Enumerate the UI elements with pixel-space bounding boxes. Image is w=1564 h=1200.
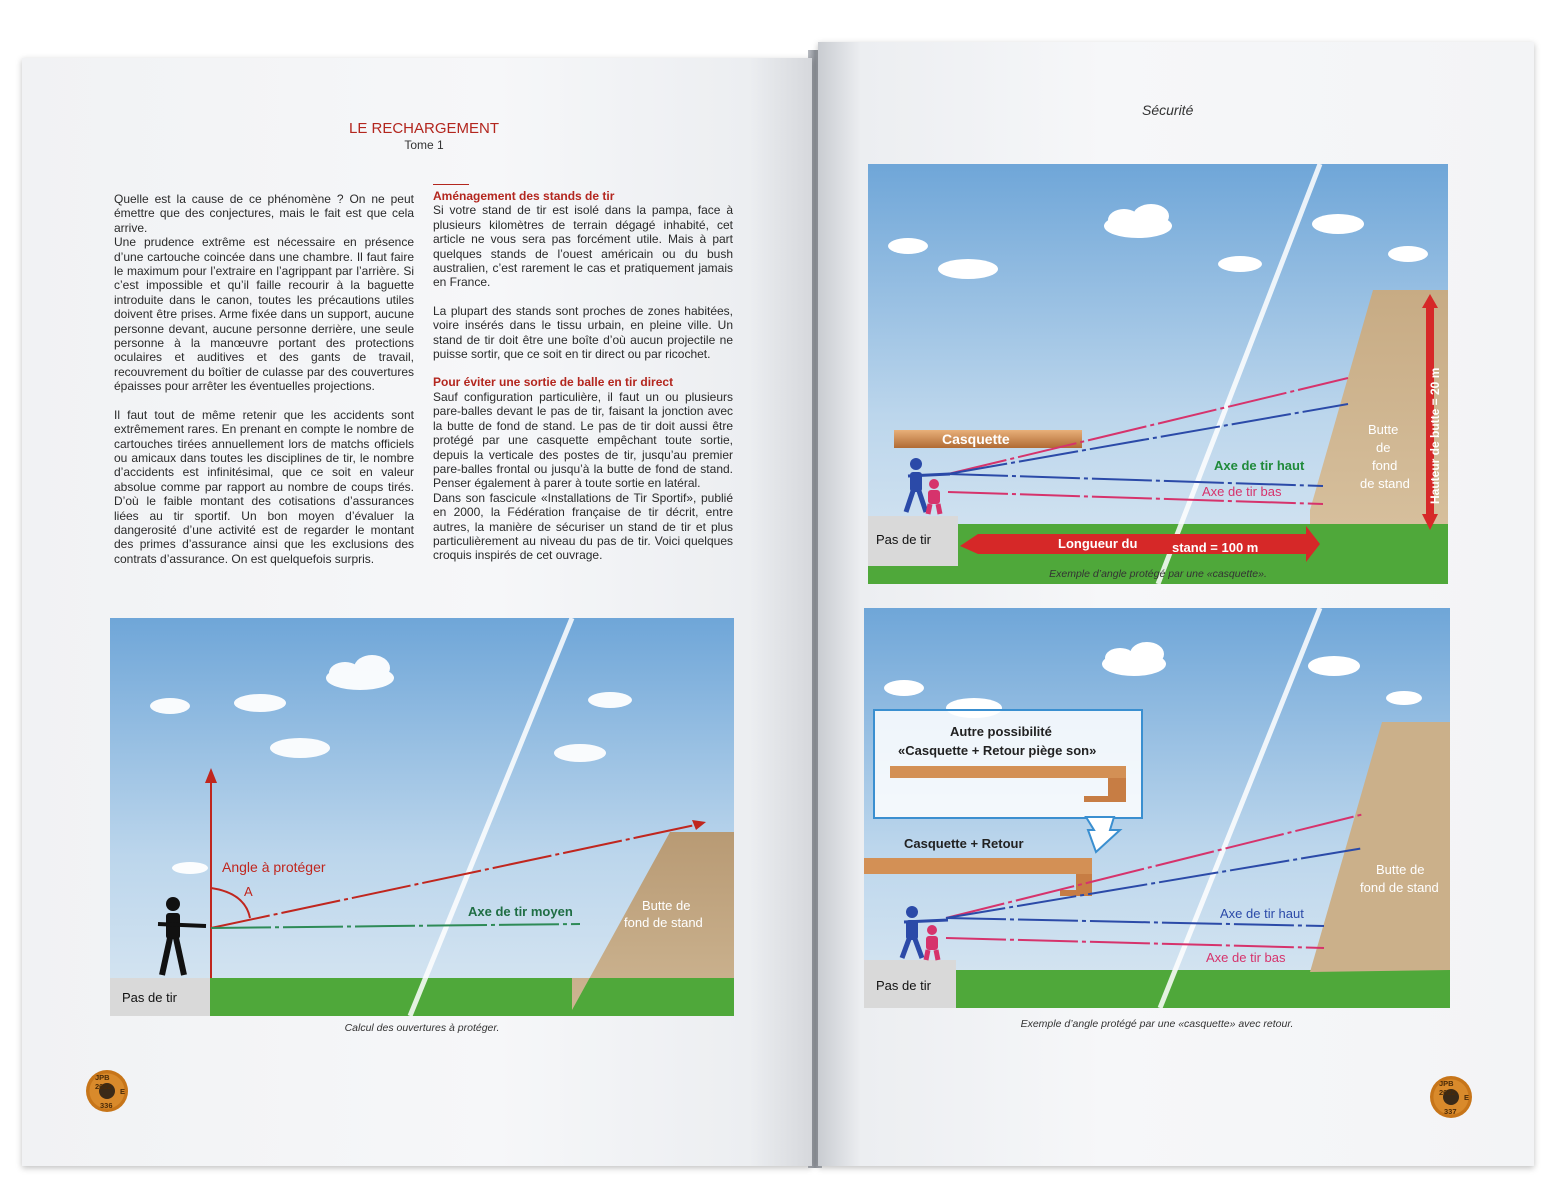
callout-line-2: «Casquette + Retour piège son»	[898, 743, 1097, 758]
angle-label: Angle à protéger	[222, 859, 326, 875]
paragraph: Sauf configuration particulière, il faut un ou plusieurs pare-balles devant le pas de tir, faisant la jonction avec la butte de fond de stand. Le pas de tir doit aussi être protégé par une casquette empêchant toute sortie, depuis la verticale des postes de tir, jusqu’au premier pare-balles frontal ou jusqu’à la butte de fond de stand. Penser également à parer à toute sortie en latéral.	[433, 389, 733, 491]
page-number: 337	[1444, 1107, 1457, 1116]
axe-haut-label: Axe de tir haut	[1214, 458, 1305, 473]
badge-top-text: JPB 2022	[1439, 1079, 1456, 1097]
axe-haut-label: Axe de tir haut	[1220, 906, 1304, 921]
axe-bas-label: Axe de tir bas	[1206, 950, 1286, 965]
longueur-label-a: Longueur du	[1058, 536, 1138, 551]
figure-caption: Exemple d’angle protégé par une «casquette».	[1049, 568, 1267, 580]
longueur-label-b: stand = 100 m	[1172, 540, 1259, 555]
butte-label-2: de	[1376, 440, 1391, 455]
casquette-label: Casquette	[942, 431, 1010, 447]
right-page	[818, 42, 1534, 1166]
butte-label-1: Butte	[1368, 422, 1399, 437]
callout-line-1: Autre possibilité	[950, 724, 1052, 739]
paragraph: La plupart des stands sont proches de zones habitées, voire insérés dans le tissu urbain, en pleine ville. Un stand de tir doit être une boîte d’où aucun projectile ne puisse sortir, que ce soit en tir direct ou par ricochet.	[433, 303, 733, 362]
paragraph: Il faut tout de même retenir que les accidents sont extrêmement rares. En prenant en compte le nombre de cartouches tirées annuellement lors de matchs officiels ou amicaux dans toutes les disciplines de tir, le nombre d’accidents est infinitésimal, que ce soit en valeur absolue comme par rapport au nombre de coups tirés. D’où le faible montant des cotisations d’assurances liées au tir sportif. Un bon moyen d’évaluer la dangerosité d’une activité est de regarder le montant des primes d’assurance ainsi que les exclusions des contrats d’assurance. On est quelquefois surpris.	[114, 407, 414, 566]
butte-label-4: de stand	[1360, 476, 1410, 491]
hauteur-label: Hauteur de butte = 20 m	[1428, 367, 1442, 504]
page-number-badge	[1430, 1076, 1472, 1118]
divider	[433, 184, 469, 185]
page-subtitle: Tome 1	[404, 138, 444, 152]
paragraph: Quelle est la cause de ce phénomène ? On ne peut émettre que des conjectures, mais le fait est que cela arrive.	[114, 192, 414, 235]
figure-caption: Exemple d’angle protégé par une «casquette» avec retour.	[1020, 1018, 1294, 1030]
butte-label-1: Butte de	[1376, 862, 1425, 877]
butte-label-2: fond de stand	[1360, 880, 1439, 895]
badge-side-text: E	[1464, 1093, 1470, 1102]
paragraph: Une prudence extrême est nécessaire en présence d’une cartouche coincée dans une chambre. Il faut faire le maximum pour l’extraire en l’agrippant par l’arrière. Si c’est impossible et qu’il faille recourir à la baguette introduite dans le canon, toutes les précautions utiles doivent être prises. Arme fixée dans un support, aucune personne devant, aucune personne derrière, une seule personne à la manœuvre portant des protections oculaires et auditives et des gants de travail, recouvrement du boîtier de culasse par des couvertures épaisses pour arrêter les éventuelles projections.	[114, 235, 414, 394]
section-heading: Aménagement des stands de tir	[433, 189, 615, 203]
left-page	[22, 58, 812, 1166]
text-column-2	[433, 184, 733, 577]
axis-label: Axe de tir moyen	[468, 904, 573, 919]
angle-letter: A	[244, 884, 253, 899]
section-heading: Pour éviter une sortie de balle en tir direct	[433, 375, 674, 390]
paragraph: Dans son fascicule «Installations de Tir Sportif», publié en 2000, la Fédération française de tir décrit, entre autres, la manière de sécuriser un stand de tir et plus particulièrement au niveau du pas de tir. Voici quelques croquis inspirés de cet ouvrage.	[433, 490, 733, 563]
pas-de-tir-label: Pas de tir	[876, 532, 931, 547]
pas-de-tir-label: Pas de tir	[876, 978, 931, 993]
casquette-retour-label: Casquette + Retour	[904, 836, 1024, 851]
page-header: Sécurité	[1142, 102, 1194, 118]
badge-top-text: JPB 2022	[95, 1073, 112, 1091]
butte-label-1: Butte de	[642, 898, 691, 913]
pas-de-tir-label: Pas de tir	[122, 990, 177, 1005]
page-title: LE RECHARGEMENT	[348, 120, 500, 137]
badge-side-text: E	[120, 1087, 126, 1096]
figure-caption: Calcul des ouvertures à protéger.	[344, 1022, 500, 1034]
axe-bas-label: Axe de tir bas	[1202, 484, 1282, 499]
butte-label-3: fond	[1372, 458, 1398, 473]
text-column-1	[114, 192, 414, 580]
figure-casquette-retour	[864, 608, 1450, 1008]
figure-calcul-ouvertures	[110, 618, 734, 1016]
butte-label-2: fond de stand	[624, 915, 703, 930]
paragraph: Si votre stand de tir est isolé dans la pampa, face à plusieurs kilomètres de terrain dégagé inhabité, cet article ne vous sera pas forcément utile. Mais à part quelques stands de l’ouest américain ou du bush australien, c’est rarement le cas et pratiquement jamais en France.	[433, 203, 733, 290]
page-number: 336	[100, 1101, 113, 1110]
page-number-badge	[86, 1070, 128, 1112]
figure-casquette	[868, 164, 1448, 584]
